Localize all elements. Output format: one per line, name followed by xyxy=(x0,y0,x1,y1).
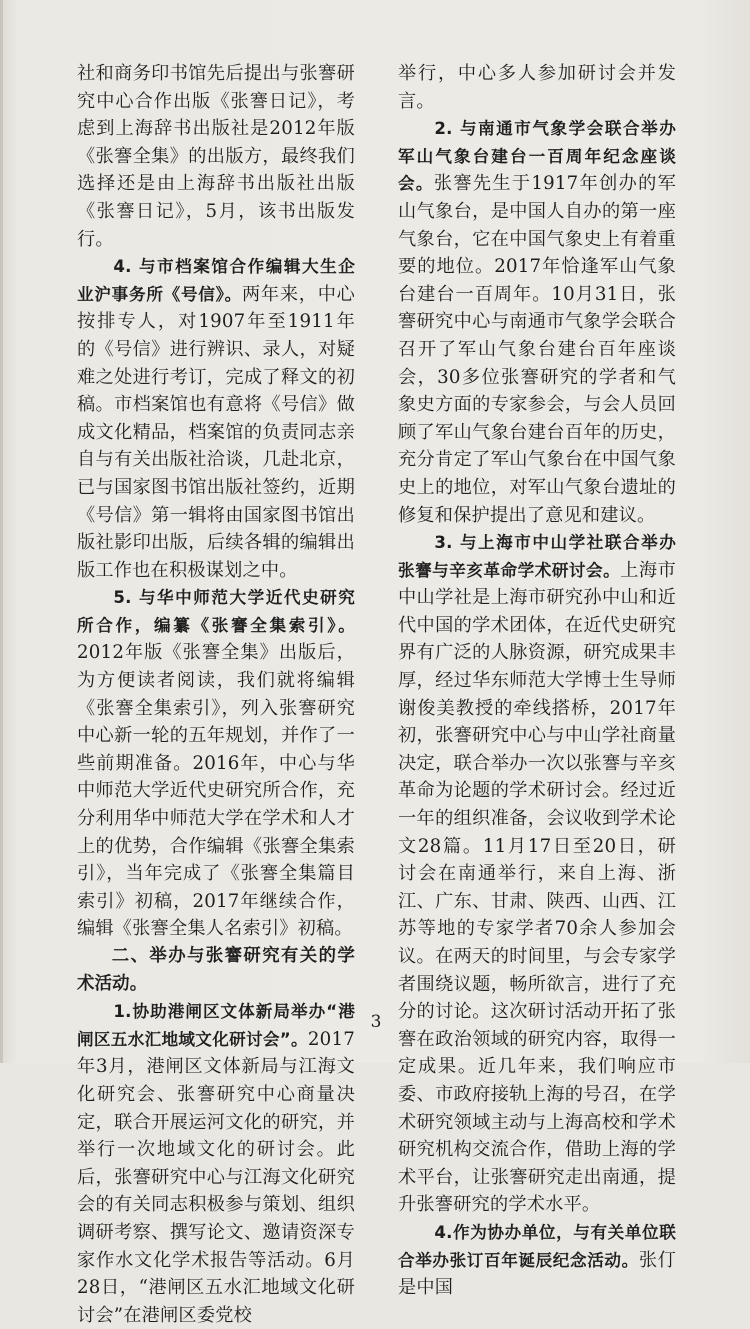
activity-heading-2: 2. 与南通市气象学会联合举办军山气象台建台一百周年纪念座谈会。 xyxy=(398,119,676,194)
item-heading-5: 5. 与华中师范大学近代史研究所合作，编纂《张謇全集索引》。 xyxy=(77,588,355,635)
left-paragraph-4 xyxy=(77,998,355,1329)
activity-body-3: 上海市中山学社是上海市研究孙中山和近代中国的学术团体，在近代史研究界有广泛的人脉资源，研究成果丰厚，经过华东师范大学博士生导师谢俊美教授的牵线搭桥，2017年初，张謇研究中心与中山学社商量决定，联合举办一次以张謇与辛亥革命为论题的学术研讨会。经过近一年的组织准备，会议收到学术论文28篇。11月17日至20日，研讨会在南通举行，来自上海、浙江、广东、甘肃、陕西、山西、江苏等地的专家学者70余人参加会议。在两天的时间里，与会专家学者围绕议题，畅所欲言，进行了充分的讨论。这次研讨活动开拓了张謇在政治领域的研究内容，取得一定成果。近几年来，我们响应市委、市政府接轨上海的号召，在学术研究领域主动与上海高校和学术研究机构交流合作，借助上海的学术平台，让张謇研究走出南通，提升张謇研究的学术水平。 xyxy=(398,559,676,1216)
activity-heading-3: 3. 与上海市中山学社联合举办张謇与辛亥革命学术研讨会。 xyxy=(398,533,676,580)
activity-heading-4: 4.作为协办单位，与有关单位联合举办张订百年诞辰纪念活动。 xyxy=(398,1222,676,1270)
item-body-5: 2012年版《张謇全集》出版后，为方便读者阅读，我们就将编辑《张謇全集索引》，列入张謇研究中心新一轮的五年规划，并作了一些前期准备。2016年，中心与华中师范大学近代史研究所合作，充分利用华中师范大学在学术和人才上的优势，合作编辑《张謇全集索引》，当年完成了《张謇全集篇目索引》初稿，2017年继续合作，编辑《张謇全集人名索引》初稿。 xyxy=(77,642,355,940)
section-heading-2: 二、举办与张謇研究有关的学术活动。 xyxy=(77,946,355,994)
left-paragraph-3 xyxy=(77,584,355,943)
activity-body-4: 张仃是中国 xyxy=(398,1249,676,1299)
right-paragraph-4 xyxy=(398,1219,676,1302)
item-body-4: 两年来，中心按排专人，对1907年至1911年的《号信》进行辨识、录人，对疑难之处进行考订，完成了释文的初稿。市档案馆也有意将《号信》做成文化精品，档案馆的负责同志亲自与有关出版社洽谈，几赴北京，已与国家图书馆出版社签约，近期《号信》第一辑将由国家图书馆出版社影印出版，后续各辑的编辑出版工作也在积极谋划之中。 xyxy=(77,283,356,581)
left-paragraph-2 xyxy=(77,253,355,584)
page-fold-shadow xyxy=(0,0,3,1063)
right-text-column xyxy=(398,60,676,1302)
right-paragraph-3 xyxy=(398,529,676,1219)
page-number: 3 xyxy=(370,1012,382,1032)
right-paragraph-2 xyxy=(398,115,676,529)
activity-heading-1: 1.协助港闸区文体新局举办“港闸区五水汇地域文化研讨会”。 xyxy=(77,1002,355,1049)
left-paragraph-1: 社和商务印书馆先后提出与张謇研究中心合作出版《张謇日记》，考虑到上海辞书出版社是2012年版《张謇全集》的出版方，最终我们选择还是由上海辞书出版社出版《张謇日记》，5月，该书出版发行。 xyxy=(77,63,355,250)
activity-body-1: 2017年3月，港闸区文体新局与江海文化研究会、张謇研究中心商量决定，联合开展运河文化的研究，并举行一次地域文化的研讨会。此后，张謇研究中心与江海文化研究会的有关同志积极参与策划、组织调研考察、撰写论文、邀请资深专家作水文化学术报告等活动。6月28日，“港闸区五水汇地域文化研讨会”在港闸区委党校 xyxy=(77,1028,355,1326)
left-text-column xyxy=(77,60,355,1329)
activity-body-2: 张謇先生于1917年创办的军山气象台，是中国人自办的第一座气象台，它在中国气象史上有着重要的地位。2017年恰逢军山气象台建台一百周年。10月31日，张謇研究中心与南通市气象学会联合召开了军山气象台建台百年座谈会，30多位张謇研究的学者和气象史方面的专家参会，与会人员回顾了军山气象台建台百年的历史，充分肯定了军山气象台在中国气象史上的地位，对军山气象台遗址的修复和保护提出了意见和建议。 xyxy=(398,173,676,526)
item-heading-4: 4. 与市档案馆合作编辑大生企业沪事务所《号信》。 xyxy=(77,257,355,304)
right-paragraph-1: 举行，中心多人参加研讨会并发言。 xyxy=(398,63,676,112)
